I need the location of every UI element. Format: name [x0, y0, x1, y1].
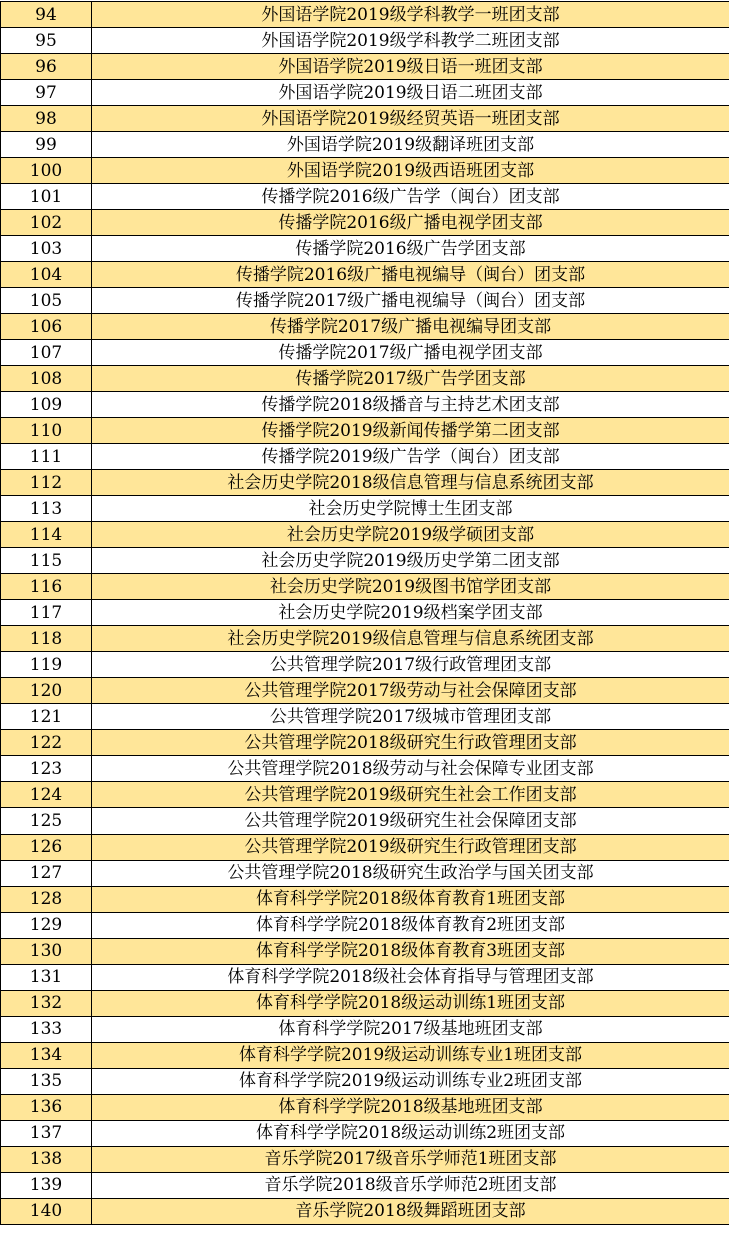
table-row [1, 1198, 729, 1224]
row-number-cell[interactable]: 122 [1, 730, 92, 756]
branch-name-cell[interactable]: 公共管理学院2018级研究生政治学与国关团支部 [92, 860, 729, 886]
branch-name-cell[interactable]: 体育科学学院2019级运动训练专业2班团支部 [92, 1068, 729, 1094]
row-number-cell[interactable]: 139 [1, 1172, 92, 1198]
row-number-cell[interactable]: 109 [1, 392, 92, 418]
row-number-cell[interactable]: 99 [1, 132, 92, 158]
row-number-cell[interactable]: 118 [1, 626, 92, 652]
table-row [1, 522, 729, 548]
row-number-cell[interactable]: 130 [1, 938, 92, 964]
row-number-cell[interactable]: 105 [1, 288, 92, 314]
table-row [1, 132, 729, 158]
branch-name-cell[interactable]: 音乐学院2017级音乐学师范1班团支部 [92, 1146, 729, 1172]
branch-name-cell[interactable]: 音乐学院2018级音乐学师范2班团支部 [92, 1172, 729, 1198]
branch-name-cell[interactable]: 传播学院2016级广播电视学团支部 [92, 210, 729, 236]
branch-list-table [0, 1, 729, 1225]
table-row [1, 496, 729, 522]
branch-name-cell[interactable]: 传播学院2019级广告学（闽台）团支部 [92, 444, 729, 470]
table-row [1, 288, 729, 314]
row-number-cell[interactable]: 97 [1, 80, 92, 106]
table-row [1, 1094, 729, 1120]
spreadsheet [0, 1, 729, 1225]
row-number-cell[interactable]: 96 [1, 54, 92, 80]
branch-name-cell[interactable]: 社会历史学院2018级信息管理与信息系统团支部 [92, 470, 729, 496]
row-number-cell[interactable]: 119 [1, 652, 92, 678]
branch-name-cell[interactable]: 传播学院2017级广播电视编导（闽台）团支部 [92, 288, 729, 314]
table-row [1, 652, 729, 678]
table-row [1, 80, 729, 106]
branch-name-cell[interactable]: 体育科学学院2018级基地班团支部 [92, 1094, 729, 1120]
branch-name-cell[interactable]: 外国语学院2019级日语一班团支部 [92, 54, 729, 80]
branch-name-cell[interactable]: 体育科学学院2018级体育教育1班团支部 [92, 886, 729, 912]
branch-name-cell[interactable]: 传播学院2017级广播电视学团支部 [92, 340, 729, 366]
branch-name-cell[interactable]: 公共管理学院2018级研究生行政管理团支部 [92, 730, 729, 756]
branch-name-cell[interactable]: 传播学院2017级广播电视编导团支部 [92, 314, 729, 340]
table-row [1, 626, 729, 652]
branch-name-cell[interactable]: 体育科学学院2018级运动训练2班团支部 [92, 1120, 729, 1146]
row-number-cell[interactable]: 121 [1, 704, 92, 730]
row-number-cell[interactable]: 134 [1, 1042, 92, 1068]
branch-name-cell[interactable]: 社会历史学院2019级档案学团支部 [92, 600, 729, 626]
table-row [1, 1172, 729, 1198]
row-number-cell[interactable]: 113 [1, 496, 92, 522]
table-row [1, 106, 729, 132]
table-row [1, 444, 729, 470]
row-number-cell[interactable]: 120 [1, 678, 92, 704]
branch-name-cell[interactable]: 体育科学学院2018级运动训练1班团支部 [92, 990, 729, 1016]
row-number-cell[interactable]: 131 [1, 964, 92, 990]
row-number-cell[interactable]: 132 [1, 990, 92, 1016]
row-number-cell[interactable]: 136 [1, 1094, 92, 1120]
branch-name-cell[interactable]: 社会历史学院2019级学硕团支部 [92, 522, 729, 548]
branch-name-cell[interactable]: 传播学院2019级新闻传播学第二团支部 [92, 418, 729, 444]
row-number-cell[interactable]: 112 [1, 470, 92, 496]
table-row [1, 964, 729, 990]
row-number-cell[interactable]: 133 [1, 1016, 92, 1042]
row-number-cell[interactable]: 94 [1, 2, 92, 28]
table-row [1, 366, 729, 392]
table-row [1, 730, 729, 756]
branch-name-cell[interactable]: 公共管理学院2019级研究生社会工作团支部 [92, 782, 729, 808]
row-number-cell[interactable]: 98 [1, 106, 92, 132]
row-number-cell[interactable]: 128 [1, 886, 92, 912]
branch-name-cell[interactable]: 外国语学院2019级西语班团支部 [92, 158, 729, 184]
table-row [1, 28, 729, 54]
row-number-cell[interactable]: 102 [1, 210, 92, 236]
table-row [1, 158, 729, 184]
row-number-cell[interactable]: 101 [1, 184, 92, 210]
branch-name-cell[interactable]: 传播学院2016级广告学（闽台）团支部 [92, 184, 729, 210]
row-number-cell[interactable]: 115 [1, 548, 92, 574]
table-row [1, 548, 729, 574]
table-row [1, 1016, 729, 1042]
table-row [1, 340, 729, 366]
table-row [1, 860, 729, 886]
branch-name-cell[interactable]: 公共管理学院2017级劳动与社会保障团支部 [92, 678, 729, 704]
branch-name-cell[interactable]: 公共管理学院2019级研究生社会保障团支部 [92, 808, 729, 834]
row-number-cell[interactable]: 140 [1, 1198, 92, 1224]
branch-name-cell[interactable]: 外国语学院2019级学科教学一班团支部 [92, 2, 729, 28]
table-body [1, 2, 729, 1225]
row-number-cell[interactable]: 106 [1, 314, 92, 340]
branch-name-cell[interactable]: 体育科学学院2018级体育教育2班团支部 [92, 912, 729, 938]
branch-name-cell[interactable]: 社会历史学院2019级图书馆学团支部 [92, 574, 729, 600]
branch-name-cell[interactable]: 传播学院2016级广播电视编导（闽台）团支部 [92, 262, 729, 288]
table-row [1, 210, 729, 236]
table-row [1, 1042, 729, 1068]
branch-name-cell[interactable]: 体育科学学院2018级社会体育指导与管理团支部 [92, 964, 729, 990]
branch-name-cell[interactable]: 外国语学院2019级学科教学二班团支部 [92, 28, 729, 54]
branch-name-cell[interactable]: 公共管理学院2019级研究生行政管理团支部 [92, 834, 729, 860]
row-number-cell[interactable]: 135 [1, 1068, 92, 1094]
row-number-cell[interactable]: 107 [1, 340, 92, 366]
row-number-cell[interactable]: 123 [1, 756, 92, 782]
table-row [1, 600, 729, 626]
table-row [1, 236, 729, 262]
row-number-cell[interactable]: 100 [1, 158, 92, 184]
branch-name-cell[interactable]: 体育科学学院2017级基地班团支部 [92, 1016, 729, 1042]
table-row [1, 704, 729, 730]
table-row [1, 886, 729, 912]
branch-name-cell[interactable]: 公共管理学院2018级劳动与社会保障专业团支部 [92, 756, 729, 782]
branch-name-cell[interactable]: 社会历史学院2019级历史学第二团支部 [92, 548, 729, 574]
row-number-cell[interactable]: 103 [1, 236, 92, 262]
branch-name-cell[interactable]: 体育科学学院2018级体育教育3班团支部 [92, 938, 729, 964]
row-number-cell[interactable]: 138 [1, 1146, 92, 1172]
table-row [1, 782, 729, 808]
row-number-cell[interactable]: 95 [1, 28, 92, 54]
table-row [1, 678, 729, 704]
branch-name-cell[interactable]: 外国语学院2019级翻译班团支部 [92, 132, 729, 158]
table-row [1, 2, 729, 28]
row-number-cell[interactable]: 110 [1, 418, 92, 444]
table-row [1, 756, 729, 782]
row-number-cell[interactable]: 126 [1, 834, 92, 860]
table-row [1, 470, 729, 496]
table-row [1, 990, 729, 1016]
table-row [1, 54, 729, 80]
branch-name-cell[interactable]: 传播学院2018级播音与主持艺术团支部 [92, 392, 729, 418]
row-number-cell[interactable]: 104 [1, 262, 92, 288]
table-row [1, 912, 729, 938]
branch-name-cell[interactable]: 公共管理学院2017级城市管理团支部 [92, 704, 729, 730]
row-number-cell[interactable]: 137 [1, 1120, 92, 1146]
table-row [1, 834, 729, 860]
table-row [1, 808, 729, 834]
row-number-cell[interactable]: 117 [1, 600, 92, 626]
row-number-cell[interactable]: 127 [1, 860, 92, 886]
branch-name-cell[interactable]: 体育科学学院2019级运动训练专业1班团支部 [92, 1042, 729, 1068]
branch-name-cell[interactable]: 音乐学院2018级舞蹈班团支部 [92, 1198, 729, 1224]
branch-name-cell[interactable]: 传播学院2016级广告学团支部 [92, 236, 729, 262]
branch-name-cell[interactable]: 公共管理学院2017级行政管理团支部 [92, 652, 729, 678]
table-row [1, 1068, 729, 1094]
row-number-cell[interactable]: 124 [1, 782, 92, 808]
branch-name-cell[interactable]: 社会历史学院博士生团支部 [92, 496, 729, 522]
row-number-cell[interactable]: 108 [1, 366, 92, 392]
table-row [1, 938, 729, 964]
table-row [1, 1120, 729, 1146]
table-row [1, 574, 729, 600]
table-row [1, 1146, 729, 1172]
row-number-cell[interactable]: 111 [1, 444, 92, 470]
branch-name-cell[interactable]: 传播学院2017级广告学团支部 [92, 366, 729, 392]
table-row [1, 418, 729, 444]
row-number-cell[interactable]: 125 [1, 808, 92, 834]
row-number-cell[interactable]: 116 [1, 574, 92, 600]
branch-name-cell[interactable]: 外国语学院2019级日语二班团支部 [92, 80, 729, 106]
row-number-cell[interactable]: 114 [1, 522, 92, 548]
table-row [1, 314, 729, 340]
table-row [1, 262, 729, 288]
branch-name-cell[interactable]: 外国语学院2019级经贸英语一班团支部 [92, 106, 729, 132]
table-row [1, 184, 729, 210]
table-row [1, 392, 729, 418]
row-number-cell[interactable]: 129 [1, 912, 92, 938]
branch-name-cell[interactable]: 社会历史学院2019级信息管理与信息系统团支部 [92, 626, 729, 652]
